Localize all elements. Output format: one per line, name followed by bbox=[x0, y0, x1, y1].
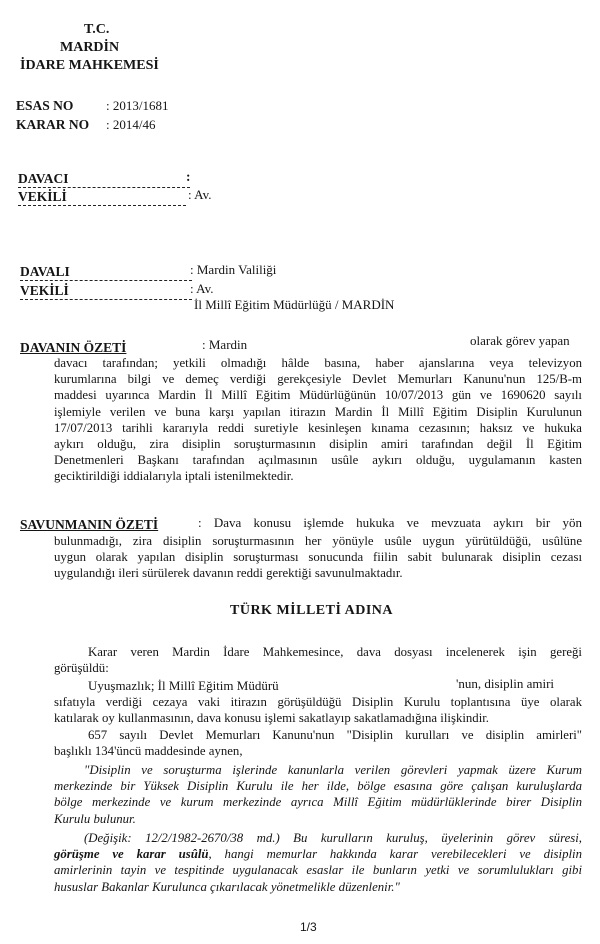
savunmanin-ozeti-body bbox=[54, 533, 582, 582]
header-state: T.C. bbox=[84, 22, 110, 37]
body-p3-line-1: başlıklı 134'üncü maddesinde aynen, bbox=[54, 744, 243, 759]
davali-label-row bbox=[20, 264, 192, 281]
quote-1-line-2: bölge merkezinde ve kurum merkezinde ayrıca Millî Eğitim müdürlüklerinde birer Disiplin bbox=[54, 795, 582, 810]
body-p1 bbox=[54, 644, 582, 676]
esas-label: ESAS NO bbox=[16, 98, 74, 113]
body-p3 bbox=[54, 727, 582, 759]
header-city: MARDİN bbox=[60, 40, 120, 55]
davanin-ozeti-line-9: geciktirildiği iddialarıyla iptali istenilmektedir. bbox=[54, 469, 294, 484]
davanin-ozeti-label: DAVANIN ÖZETİ bbox=[20, 340, 127, 355]
davanin-ozeti-line-5: işlemiyle verilen ve buna karşı yapılan itirazın Mardin İl Millî Eğitim Disiplin Kurulunun bbox=[54, 404, 582, 419]
quote-2-bold-phrase: görüşme ve karar usûlü bbox=[54, 847, 209, 862]
quote-2-line-1-rest: , hangi memurlar hakkında karar verebilecekleri ve disiplin bbox=[208, 847, 582, 862]
davanin-ozeti-line-4: maddesi uyarınca Mardin İl Millî Eğitim Müdürlüğünün 10/07/2013 gün ve 1690620 sayılı bbox=[54, 388, 582, 403]
body-p2-line-0: Uyuşmazlık; İl Millî Eğitim Müdürü bbox=[88, 678, 279, 693]
quote-2-line-2: amirlerinin tayin ve tespitinde uygulanacak esaslar ile bunların yetki ve sorumlulukları gibi bbox=[54, 863, 582, 878]
davali-value: : Mardin Valiliği bbox=[190, 262, 277, 277]
davanin-ozeti-line-7: aykırı olduğu, zira disiplin soruşturmasının disiplin amiri tarafından değil İl Eğitim bbox=[54, 437, 582, 452]
savunmanin-ozeti-label: SAVUNMANIN ÖZETİ bbox=[20, 517, 159, 532]
vekili2-value: : Av. bbox=[190, 281, 214, 296]
body-p2-line-1: 'nun, disiplin amiri bbox=[456, 676, 555, 691]
body-p1-line-0: Karar veren Mardin İdare Mahkemesince, dava dosyası incelenerek işin gereği bbox=[88, 645, 582, 659]
quote-1-line-0: "Disiplin ve soruşturma işlerinde kanunlarla verilen görevleri yapmak üzere Kurum bbox=[84, 763, 582, 777]
vekili2-label: VEKİLİ bbox=[20, 283, 69, 298]
davaci-colon: : bbox=[186, 169, 191, 184]
savunmanin-ozeti-line-3: uygulandığı ileri sürülerek davanın reddi gerektiği savunulmaktadır. bbox=[54, 566, 403, 581]
savunmanin-ozeti-line-1: bulunmadığı, zira disiplin soruşturmasının her yönüyle usûle uygun yürütüldüğü, usûlüne bbox=[54, 534, 582, 548]
vekili1-label: VEKİLİ bbox=[18, 189, 67, 204]
body-p3-line-0: 657 sayılı Devlet Memurları Kanunu'nun "Disiplin kurulları ve disiplin amirleri" bbox=[88, 728, 582, 742]
body-p2 bbox=[54, 694, 582, 726]
decision-heading: TÜRK MİLLETİ ADINA bbox=[230, 603, 394, 618]
karar-label: KARAR NO bbox=[16, 117, 90, 132]
davanin-ozeti-line-1: olarak görev yapan bbox=[470, 333, 570, 348]
quote-2 bbox=[54, 830, 582, 895]
quote-2-line-1 bbox=[54, 846, 582, 862]
vekili2-label-row bbox=[20, 283, 192, 300]
body-p2-line-3: katılarak oy kullanmasının, dava konusu işlemi sakatlayıp sakatlamadığına ilişkindir. bbox=[54, 711, 490, 726]
quote-2-line-3: hususlar Bakanlar Kurulunca çıkarılacak yönetmelikle düzenlenir." bbox=[54, 879, 400, 894]
vekili1-value: : Av. bbox=[188, 187, 212, 202]
savunmanin-ozeti-line-2: uygun olarak yapılan disiplin soruşturması sonucunda fiilin sabit bulunarak disiplin cezası bbox=[54, 550, 582, 565]
body-p2-line-2: sıfatıyla verdiği cezaya vaki itirazın görüşüldüğü Disiplin Kurulu toplantısına üye olarak bbox=[54, 695, 582, 709]
davaci-label-row bbox=[18, 171, 190, 188]
vekili1-label-row bbox=[18, 189, 186, 206]
davanin-ozeti-line-8: Denetmenleri Başkanı tarafından açılmasının usûle aykırı olduğu, uygulamanın kasten bbox=[54, 453, 582, 468]
davaci-label: DAVACI bbox=[18, 171, 69, 186]
davali-label: DAVALI bbox=[20, 264, 70, 279]
davanin-ozeti-body bbox=[54, 355, 582, 485]
quote-1 bbox=[54, 762, 582, 827]
header-court: İDARE MAHKEMESİ bbox=[20, 58, 159, 73]
davanin-ozeti-line-3: kurumlarına bilgi ve demeç verdiği gerekçesiyle Devlet Memurları Kanunu'nun 125/B-m bbox=[54, 372, 582, 387]
karar-value: : 2014/46 bbox=[106, 117, 156, 132]
davanin-ozeti-line-2: davacı tarafından; yetkili olmadığı hâlde basına, haber ajanslarına veya televizyon bbox=[54, 356, 582, 370]
quote-2-line-0: (Değişik: 12/2/1982-2670/38 md.) Bu kurulların kuruluş, üyelerinin görev süresi, bbox=[84, 831, 582, 845]
davanin-ozeti-line-6: 17/07/2013 tarihli kararıyla reddi suretiyle kesinleşen kınama cezasının; haksız ve hukuka bbox=[54, 420, 582, 435]
body-p1-line-1: görüşüldü: bbox=[54, 661, 109, 676]
esas-value: : 2013/1681 bbox=[106, 98, 169, 113]
vekili2-sub: İl Millî Eğitim Müdürlüğü / MARDİN bbox=[194, 297, 395, 312]
davanin-ozeti-line-0: : Mardin bbox=[202, 337, 248, 352]
quote-1-line-1: merkezinde bir Yüksek Disiplin Kurulu ile her ilde, bölge esasına göre çalışan kuruluşlarda bbox=[54, 779, 582, 794]
savunmanin-ozeti-line-0: : Dava konusu işlemde hukuka ve mevzuata aykırı bir yön bbox=[198, 515, 582, 530]
quote-1-line-3: Kurulu bulunur. bbox=[54, 811, 136, 826]
page-number: 1/3 bbox=[300, 920, 317, 934]
